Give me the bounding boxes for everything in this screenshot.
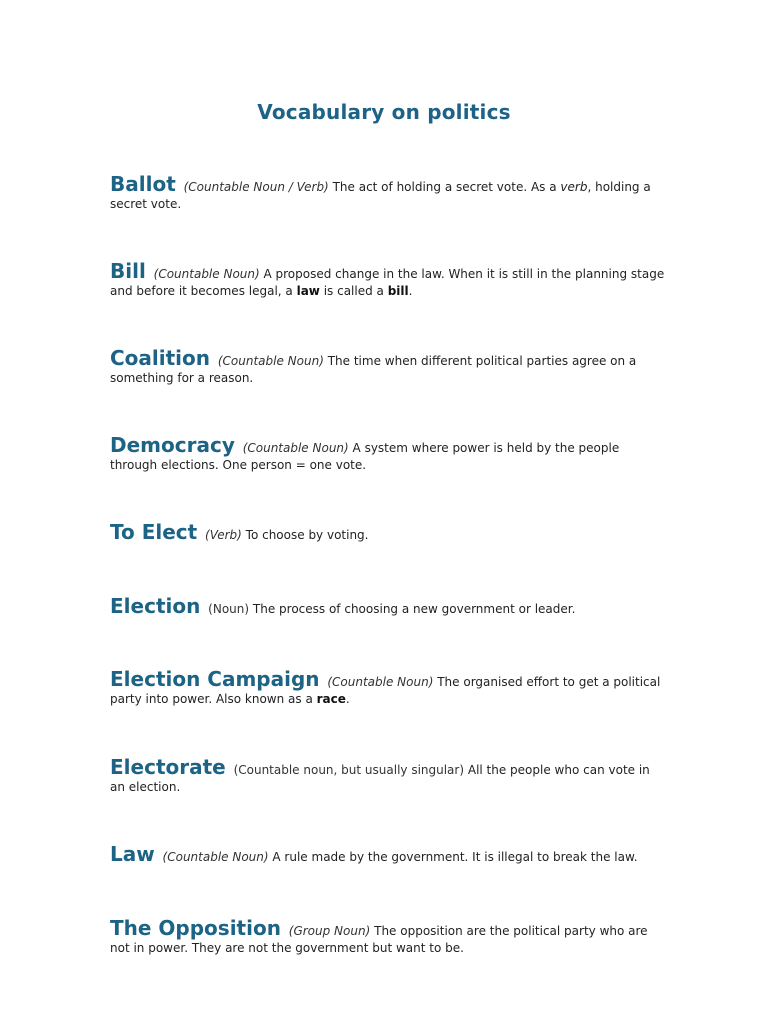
part-of-speech: (Countable Noun / Verb) xyxy=(183,180,329,194)
definition: The act of holding a secret vote. As a verb, holding a secret vote. xyxy=(110,180,651,211)
part-of-speech: (Countable Noun) xyxy=(242,441,349,455)
definition: A system where power is held by the people through elections. One person = one vote. xyxy=(110,441,620,472)
part-of-speech: (Verb) xyxy=(205,528,242,542)
part-of-speech: (Countable Noun) xyxy=(153,267,260,281)
definition: To choose by voting. xyxy=(245,528,369,542)
vocab-entry-the-opposition xyxy=(110,916,665,957)
term: Election Campaign xyxy=(110,667,320,691)
term: Democracy xyxy=(110,433,235,457)
vocab-entry-law xyxy=(110,842,665,866)
term: Election xyxy=(110,594,201,618)
vocab-entry-to-elect xyxy=(110,520,665,544)
term: Ballot xyxy=(110,172,176,196)
definition: A rule made by the government. It is illegal to break the law. xyxy=(272,850,638,864)
vocab-entry-election xyxy=(110,594,665,618)
definition: The organised effort to get a political party into power. Also known as a race. xyxy=(110,675,661,706)
vocab-entry-electorate xyxy=(110,755,665,796)
vocab-entry-ballot xyxy=(110,172,665,213)
term: Law xyxy=(110,842,155,866)
term: To Elect xyxy=(110,520,198,544)
term: Electorate xyxy=(110,755,226,779)
vocab-entry-coalition xyxy=(110,346,665,387)
term: Bill xyxy=(110,259,146,283)
term: Coalition xyxy=(110,346,211,370)
part-of-speech: (Countable noun, but usually singular) xyxy=(233,763,465,777)
term: The Opposition xyxy=(110,916,281,940)
vocab-entry-bill xyxy=(110,259,665,300)
part-of-speech: (Countable Noun) xyxy=(162,850,269,864)
definition: The opposition are the political party who are not in power. They are not the government but want to be. xyxy=(110,924,648,955)
part-of-speech: (Group Noun) xyxy=(288,924,371,938)
part-of-speech: (Noun) xyxy=(208,602,250,616)
vocab-entry-democracy xyxy=(110,433,665,474)
definition: A proposed change in the law. When it is still in the planning stage and before it becomes legal, a law is called a bill. xyxy=(110,267,665,298)
vocab-entry-election-campaign xyxy=(110,667,665,708)
part-of-speech: (Countable Noun) xyxy=(327,675,434,689)
part-of-speech: (Countable Noun) xyxy=(217,354,324,368)
page-title: Vocabulary on politics xyxy=(257,100,511,124)
definition: The process of choosing a new government or leader. xyxy=(252,602,576,616)
definition: All the people who can vote in an election. xyxy=(110,763,650,794)
definition: The time when different political parties agree on a something for a reason. xyxy=(110,354,637,385)
